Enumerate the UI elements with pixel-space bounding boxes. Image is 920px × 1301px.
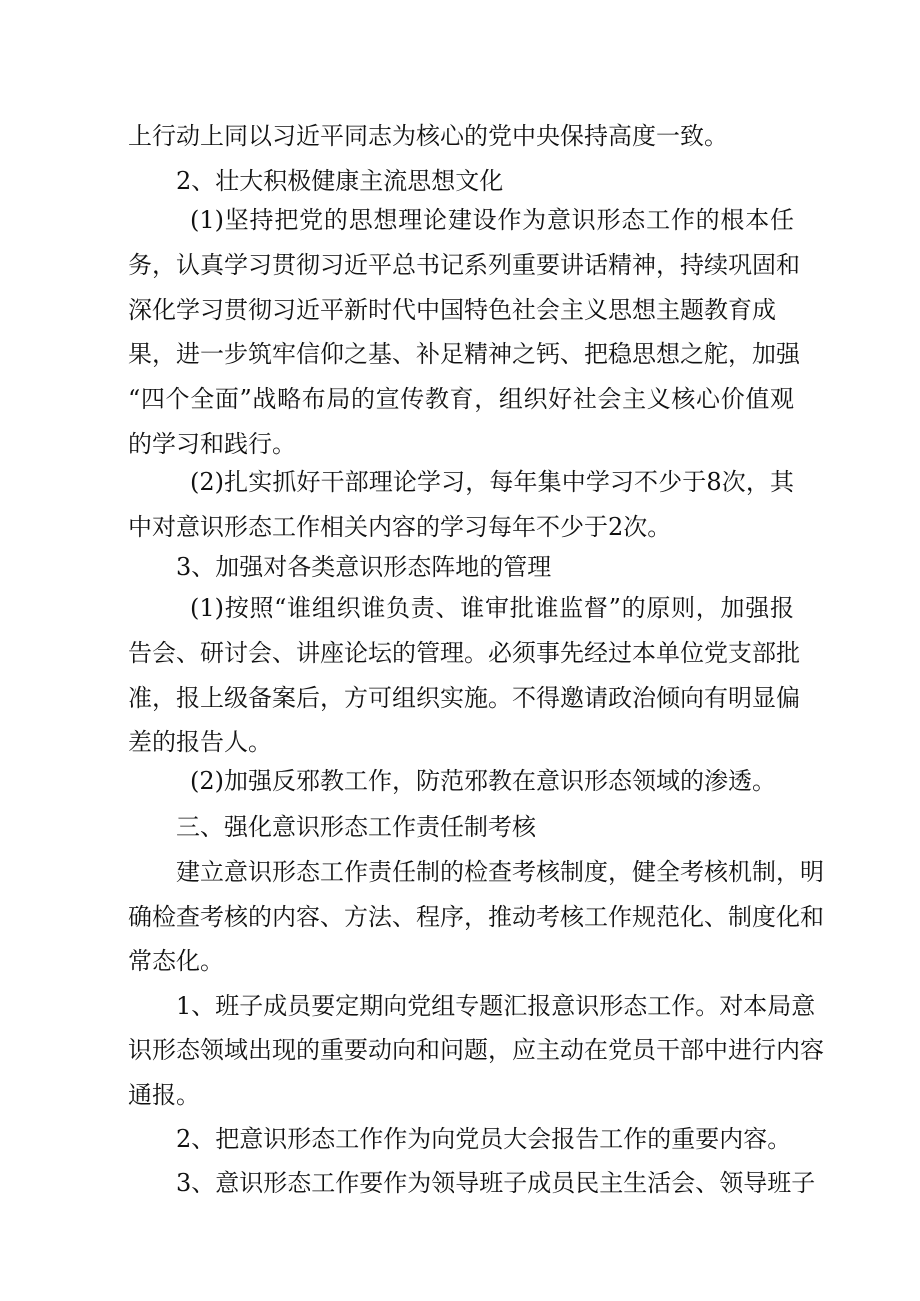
text-line: (2)扎实抓好干部理论学习，每年集中学习不少于8次，其 bbox=[190, 468, 794, 496]
text-line: 确检查考核的内容、方法、程序，推动考核工作规范化、制度化和 bbox=[128, 903, 824, 931]
text-line: 深化学习贯彻习近平新时代中国特色社会主义思想主题教育成 bbox=[128, 296, 776, 324]
text-line: 2、把意识形态工作作为向党员大会报告工作的重要内容。 bbox=[176, 1125, 792, 1153]
text-line: (1)按照“谁组织谁负责、谁审批谁监督”的原则，加强报 bbox=[190, 594, 794, 622]
text-line: (2)加强反邪教工作，防范邪教在意识形态领域的渗透。 bbox=[190, 767, 776, 795]
text-line: 果，进一步筑牢信仰之基、补足精神之钙、把稳思想之舵，加强 bbox=[128, 340, 800, 368]
text-line: 上行动上同以习近平同志为核心的党中央保持高度一致。 bbox=[128, 122, 728, 150]
text-line: 的学习和践行。 bbox=[128, 430, 296, 458]
text-line: 建立意识形态工作责任制的检查考核制度，健全考核机制，明 bbox=[176, 858, 824, 886]
text-line: 务，认真学习贯彻习近平总书记系列重要讲话精神，持续巩固和 bbox=[128, 251, 800, 279]
text-line: 识形态领域出现的重要动向和问题，应主动在党员干部中进行内容 bbox=[128, 1036, 824, 1064]
text-line: 通报。 bbox=[128, 1081, 200, 1109]
text-line: 1、班子成员要定期向党组专题汇报意识形态工作。对本局意 bbox=[176, 992, 816, 1020]
text-line: 准，报上级备案后，方可组织实施。不得邀请政治倾向有明显偏 bbox=[128, 684, 800, 712]
text-line: 3、意识形态工作要作为领导班子成员民主生活会、领导班子 bbox=[176, 1169, 816, 1197]
chapter-heading: 三、强化意识形态工作责任制考核 bbox=[176, 813, 536, 841]
section-heading: 3、加强对各类意识形态阵地的管理 bbox=[176, 553, 552, 581]
text-line: “四个全面”战略布局的宣传教育，组织好社会主义核心价值观 bbox=[128, 385, 794, 413]
text-line: 差的报告人。 bbox=[128, 728, 272, 756]
text-line: 常态化。 bbox=[128, 947, 224, 975]
text-line: (1)坚持把党的思想理论建设作为意识形态工作的根本任 bbox=[190, 206, 794, 234]
section-heading: 2、壮大积极健康主流思想文化 bbox=[176, 167, 504, 195]
text-line: 告会、研讨会、讲座论坛的管理。必须事先经过本单位党支部批 bbox=[128, 639, 800, 667]
text-line: 中对意识形态工作相关内容的学习每年不少于2次。 bbox=[128, 513, 672, 541]
